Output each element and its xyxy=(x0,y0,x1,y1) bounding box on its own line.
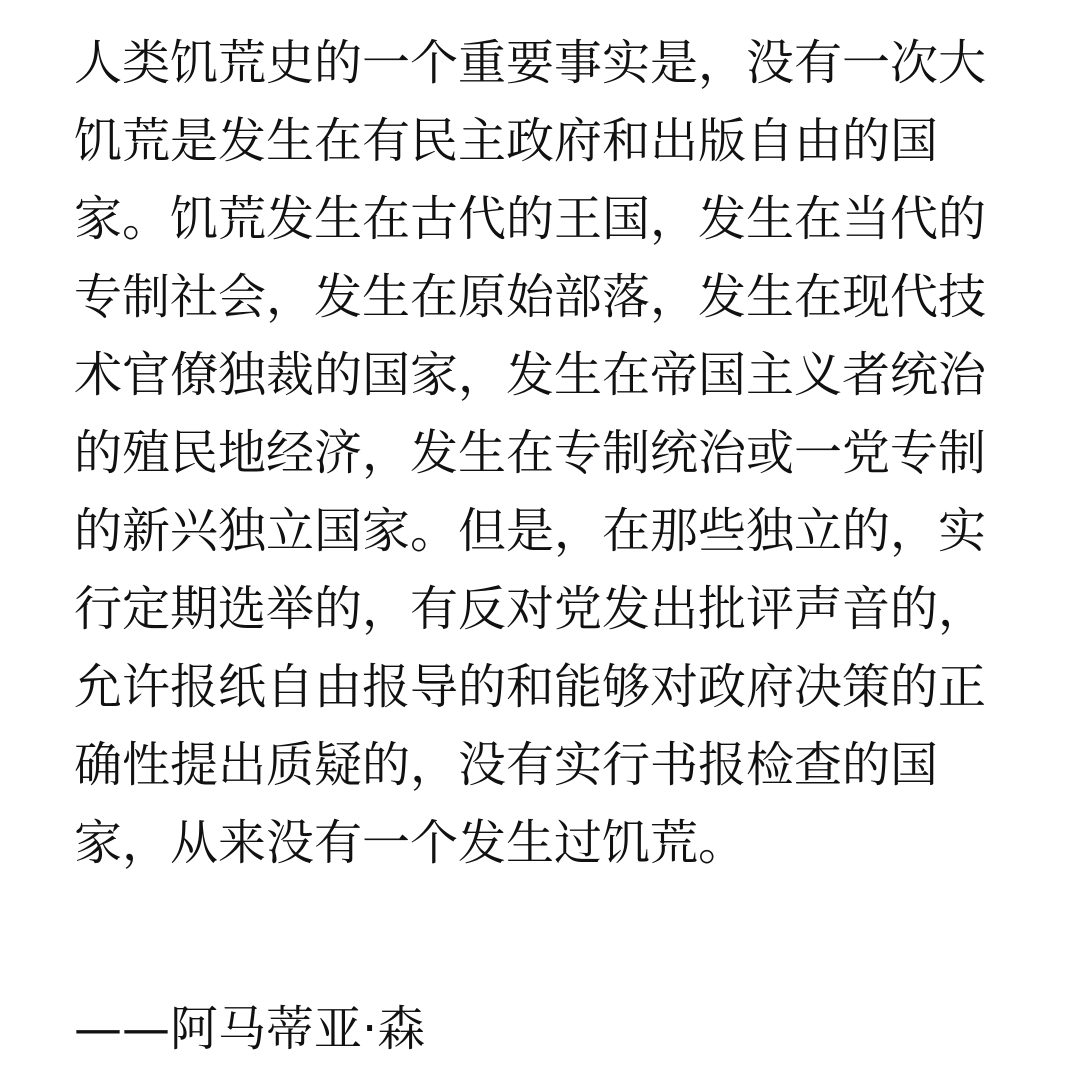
quote-line: 饥荒是发生在有民主政府和出版自由的国 xyxy=(74,113,939,169)
quote-line: 专制社会，发生在原始部落，发生在现代技 xyxy=(74,269,987,325)
quote-line: 术官僚独裁的国家，发生在帝国主义者统治 xyxy=(74,347,987,403)
quote-paragraph xyxy=(74,24,994,882)
quote-line: 的殖民地经济，发生在专制统治或一党专制 xyxy=(74,425,987,481)
quote-line: 行定期选举的，有反对党发出批评声音的， xyxy=(74,581,987,637)
quote-line: 的新兴独立国家。但是，在那些独立的，实 xyxy=(74,503,987,559)
quote-line: 允许报纸自由报导的和能够对政府决策的正 xyxy=(74,659,987,715)
quote-line: 确性提出质疑的，没有实行书报检查的国 xyxy=(74,737,939,793)
quote-line: 家，从来没有一个发生过饥荒。 xyxy=(74,815,747,871)
quote-attribution: ——阿马蒂亚·森 xyxy=(74,1001,426,1057)
quote-line: 人类饥荒史的一个重要事实是，没有一次大 xyxy=(74,35,987,91)
quote-line: 家。饥荒发生在古代的王国，发生在当代的 xyxy=(74,191,987,247)
